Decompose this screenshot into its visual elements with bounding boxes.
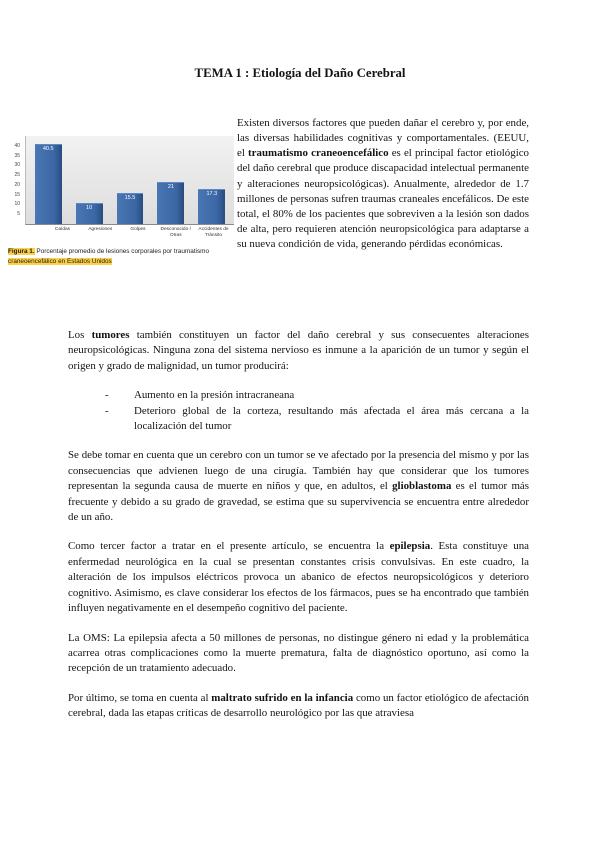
- bar-slot: [152, 136, 189, 224]
- y-tick-label: 10: [14, 201, 20, 208]
- text-segment: es el tumor más frecuente y debido a su grado de gravedad, se estima que su supervivencia se encuentra entre alrededor de un año.: [68, 480, 529, 524]
- text-segment: Se debe tomar en cuenta que un cerebro con un tumor se ve afectado por la presencia del mismo y por las consecuencias que advienen luego de una cirugía. También hay que considerar que los tumores representan la segunda causa de muerte en niños y que, en adultos, el: [68, 449, 529, 493]
- text-segment: maltrato sufrido en la infancia: [211, 691, 354, 704]
- text-segment: Por último, se toma en cuenta al: [68, 691, 212, 704]
- y-tick-label: 35: [14, 152, 20, 159]
- bar: [198, 189, 225, 224]
- bar-slot: [29, 136, 66, 224]
- bullet-text: Aumento en la presión intracraneana: [134, 389, 295, 402]
- text-segment: como un factor etiológico de afectación cerebral, dada las etapas críticas de desarrollo neurológico por las que atraviesa: [68, 691, 529, 720]
- bullet-item: [105, 388, 529, 403]
- text-segment: glioblastoma: [392, 480, 452, 493]
- figure-caption: [8, 247, 218, 266]
- y-tick-label: 30: [14, 162, 20, 169]
- text-segment: La OMS: La epilepsia afecta a 50 millones de personas, no distingue género ni edad y la problemática acarrea otras complicaciones como la muerte prematura, falta de diagnóstico oportuno, así como la recepción de un tratamiento adecuado.: [68, 631, 529, 675]
- category-label: Accidentes de Tránsito: [198, 227, 229, 238]
- figure-1: [8, 136, 234, 266]
- text-segment: craneoencefálico en Estados Unidos: [8, 257, 112, 265]
- text-segment: es el principal factor etiológico del daño cerebral que produce discapacidad intelectual permanente y alteraciones neuropsicológicas). Anualmente, alrededor de 1.7 millones de personas sufren traumas craneales encefálicos. De este total, el 80% de los pacientes que sobreviven a la lesión son dados de alta, pero requieren atención neuropsicológica para adaptarse a su nueva condición de vida, generando pérdidas económicas.: [237, 147, 529, 251]
- paragraph-oms: [68, 631, 529, 677]
- chart-x-labels: [42, 225, 234, 239]
- text-segment: Porcentaje promedio de lesiones corporales por traumatismo: [34, 247, 210, 255]
- text-segment: epilepsia: [389, 540, 431, 553]
- y-tick-label: 5: [17, 211, 20, 218]
- chart-y-axis: [8, 136, 23, 224]
- text-segment: Como tercer factor a tratar en el presente artículo, se encuentra la: [68, 540, 390, 553]
- bullet-dash: -: [105, 389, 109, 402]
- bar-value-label: 21: [167, 183, 174, 190]
- paragraph-tumores: [68, 328, 529, 374]
- text-segment: Figura 1.: [8, 247, 35, 255]
- text-segment: . Esta constituye una enfermedad neurológica en la cual se presentan constantes crisis convulsivas. En este cuadro, la alteración de los impulsos eléctricos provoca un abanico de efectos neuropsicológicos y deterioro cognitivo. Asimismo, es clave considerar los efectos de los fármacos, pues se ha encontrado que también influyen negativamente en el desempeño cognitivo del paciente.: [68, 540, 529, 615]
- paragraph-cirugia: [68, 448, 529, 525]
- document-body: [68, 328, 529, 736]
- bar-value-label: 10: [86, 205, 93, 212]
- chart-plot: [25, 136, 234, 225]
- bar-slot: [70, 136, 107, 224]
- category-label: Desconocido / Otras: [160, 227, 191, 238]
- category-label: Agresiones: [88, 227, 113, 232]
- bar: [157, 182, 184, 224]
- bullet-text: Deterioro global de la corteza, resultando más afectada el área más cercana a la localización del tumor: [134, 404, 529, 433]
- bar-slot: [111, 136, 148, 224]
- text-segment: Los: [68, 329, 92, 341]
- bar-value-label: 17.3: [206, 191, 218, 198]
- bar: [117, 193, 144, 224]
- bar-chart: [8, 136, 234, 239]
- bar-value-label: 40.5: [42, 145, 54, 152]
- bullet-list: [68, 388, 529, 434]
- y-tick-label: 40: [14, 142, 20, 149]
- paragraph-epilepsia: [68, 539, 529, 616]
- y-tick-label: 25: [14, 172, 20, 179]
- text-segment: traumatismo craneoencefálico: [248, 147, 389, 160]
- text-segment: tumores: [91, 329, 130, 341]
- bar: [35, 144, 62, 224]
- bar-slot: [193, 136, 230, 224]
- text-segment: Existen diversos factores que pueden dañar el cerebro y, por ende, las diversas habilidades cognitivas y comportamentales. (EEUU, el: [237, 117, 529, 160]
- text-segment: también constituyen un factor del daño cerebral y sus consecuentes alteraciones neuropsicológicas. Ninguna zona del sistema nervioso es inmune a la aparición de un tumor y según el origen y grado de malignidad, un tumor producirá:: [68, 329, 529, 372]
- y-tick-label: 20: [14, 181, 20, 188]
- paragraph-maltrato: [68, 691, 529, 722]
- y-tick-label: 15: [14, 191, 20, 198]
- bullet-dash: -: [105, 404, 109, 417]
- category-label: Caídas: [54, 227, 71, 232]
- bullet-item: [105, 404, 529, 435]
- intro-paragraph: [237, 116, 529, 252]
- page-title: TEMA 1 : Etiología del Daño Cerebral: [194, 66, 406, 80]
- category-label: Golpes: [130, 227, 146, 232]
- bar: [76, 203, 103, 224]
- bar-value-label: 15.5: [124, 194, 136, 201]
